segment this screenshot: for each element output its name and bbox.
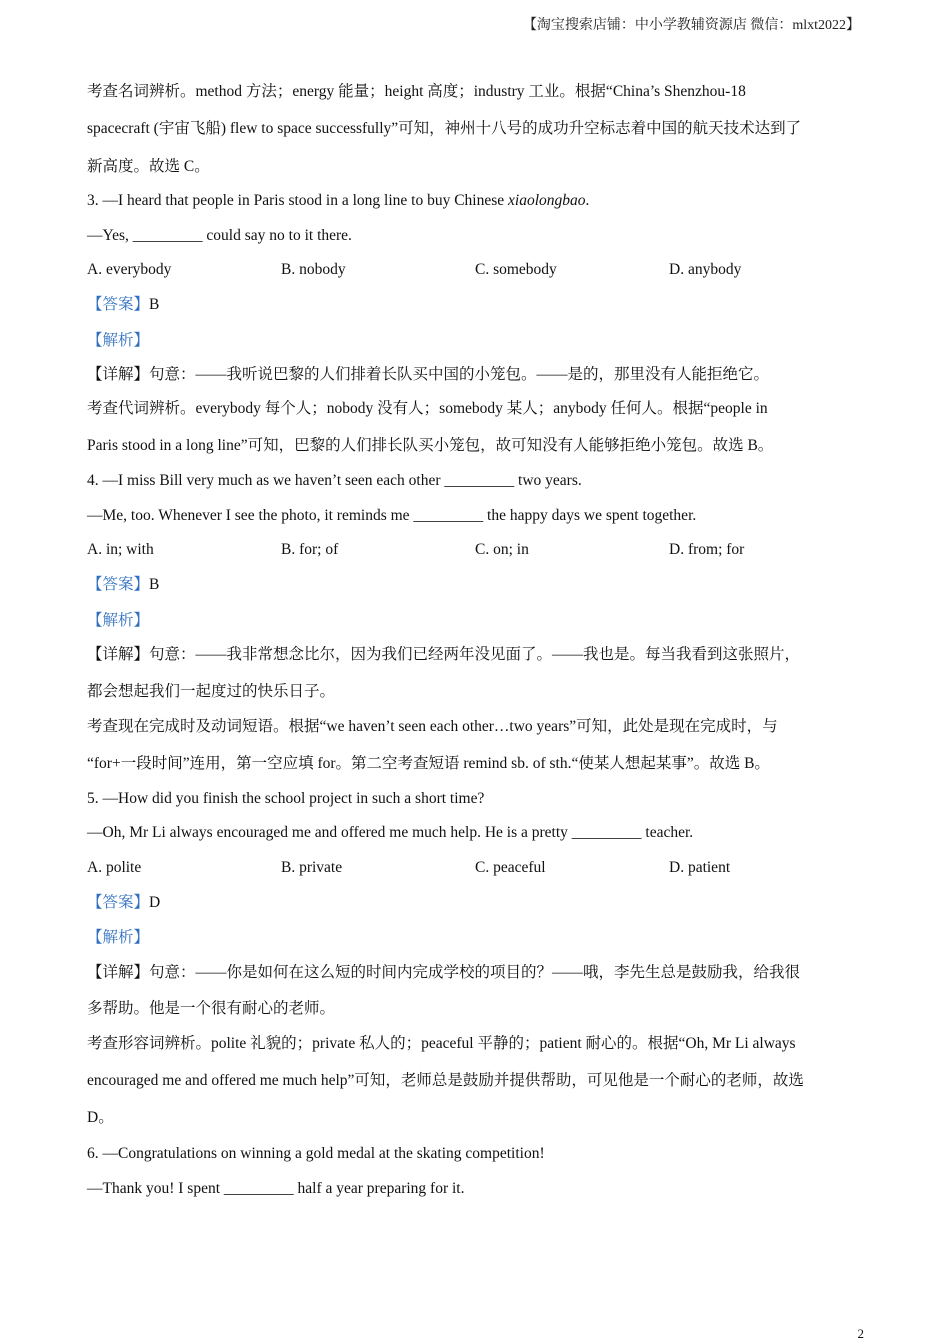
q3-explanation-line-1: 考查代词辨析。everybody 每个人；nobody 没有人；somebody 某人；anybody 任何人。根据“people in [87,400,768,417]
q4-analysis-label: 【解析】 [87,612,150,629]
q3-option-b: B. nobody [281,261,346,278]
q6-stem-line-1: 6. —Congratulations on winning a gold medal at the skating competition! [87,1145,545,1162]
q4-option-d: D. from; for [669,541,745,558]
answer-value: B [149,296,160,313]
q4-explanation-line-1: 考查现在完成时及动词短语。根据“we haven’t seen each other…two years”可知，此处是现在完成时，与 [87,718,778,735]
q4-answer [87,575,159,595]
q2-explanation-line-2: spacecraft (宇宙飞船) flew to space successfully”可知，神州十八号的成功升空标志着中国的航天技术达到了 [87,120,802,137]
q4-stem-line-1: 4. —I miss Bill very much as we haven’t seen each other _________ two years. [87,472,582,489]
page-number: 2 [857,1326,864,1341]
q4-option-c: C. on; in [475,541,529,558]
q5-analysis-label: 【解析】 [87,929,150,946]
q2-explanation-line-1: 考查名词辨析。method 方法；energy 能量；height 高度；industry 工业。根据“China’s Shenzhou-18 [87,83,746,100]
q5-explanation-line-1: 考查形容词辨析。polite 礼貌的；private 私人的；peaceful 平静的；patient 耐心的。根据“Oh, Mr Li always [87,1035,796,1052]
q5-explanation-line-3: D。 [87,1109,114,1126]
q5-option-b: B. private [281,859,343,876]
q3-option-a: A. everybody [87,261,172,278]
q4-stem-line-2: —Me, too. Whenever I see the photo, it reminds me _________ the happy days we spent together. [87,507,697,524]
q3-option-d: D. anybody [669,261,742,278]
answer-value: B [149,576,160,593]
q5-option-a: A. polite [87,859,142,876]
q3-analysis-label: 【解析】 [87,332,150,349]
q4-option-a: A. in; with [87,541,154,558]
q5-stem-line-2: —Oh, Mr Li always encouraged me and offered me much help. He is a pretty _________ teacher. [87,824,694,841]
q5-option-c: C. peaceful [475,859,546,876]
q5-detail-line-2: 多帮助。他是一个很有耐心的老师。 [87,1000,336,1017]
q4-explanation-line-2: “for+一段时间”连用，第一空应填 for。第二空考查短语 remind sb. of sth.“使某人想起某事”。故选 B。 [87,755,770,772]
q5-answer [87,893,160,913]
page-header: 【淘宝搜索店铺：中小学教辅资源店 微信：mlxt2022】 [522,18,860,33]
q4-option-b: B. for; of [281,541,339,558]
q3-explanation-line-2: Paris stood in a long line”可知，巴黎的人们排长队买小笼包，故可知没有人能够拒绝小笼包。故选 B。 [87,437,774,454]
q2-explanation-line-3: 新高度。故选 C。 [87,158,210,175]
answer-label: 【答案】 [87,576,150,593]
answer-label: 【答案】 [87,296,150,313]
q5-option-d: D. patient [669,859,731,876]
q4-detail-line-1: 【详解】句意：——我非常想念比尔，因为我们已经两年没见面了。——我也是。每当我看到这张照片， [87,646,801,663]
q3-answer [87,295,159,315]
q3-stem-line-1: 3. —I heard that people in Paris stood in a long line to buy Chinese xiaolongbao. [87,192,590,209]
q6-stem-line-2: —Thank you! I spent _________ half a year preparing for it. [87,1180,465,1197]
q5-detail-line-1: 【详解】句意：——你是如何在这么短的时间内完成学校的项目的？——哦，李先生总是鼓励我，给我很 [87,964,801,981]
q4-detail-line-2: 都会想起我们一起度过的快乐日子。 [87,683,336,700]
detail-label: 【详解】 [87,646,150,663]
q3-stem-line-2: —Yes, _________ could say no to it there. [87,227,352,244]
answer-value: D [149,894,161,911]
detail-label: 【详解】 [87,366,150,383]
q5-explanation-line-2: encouraged me and offered me much help”可知，老师总是鼓励并提供帮助，可见他是一个耐心的老师，故选 [87,1072,804,1089]
q3-option-c: C. somebody [475,261,557,278]
detail-label: 【详解】 [87,964,150,981]
answer-label: 【答案】 [87,894,150,911]
q3-detail: 【详解】句意：——我听说巴黎的人们排着长队买中国的小笼包。——是的，那里没有人能拒绝它。 [87,366,770,383]
q5-stem-line-1: 5. —How did you finish the school project in such a short time? [87,790,485,807]
